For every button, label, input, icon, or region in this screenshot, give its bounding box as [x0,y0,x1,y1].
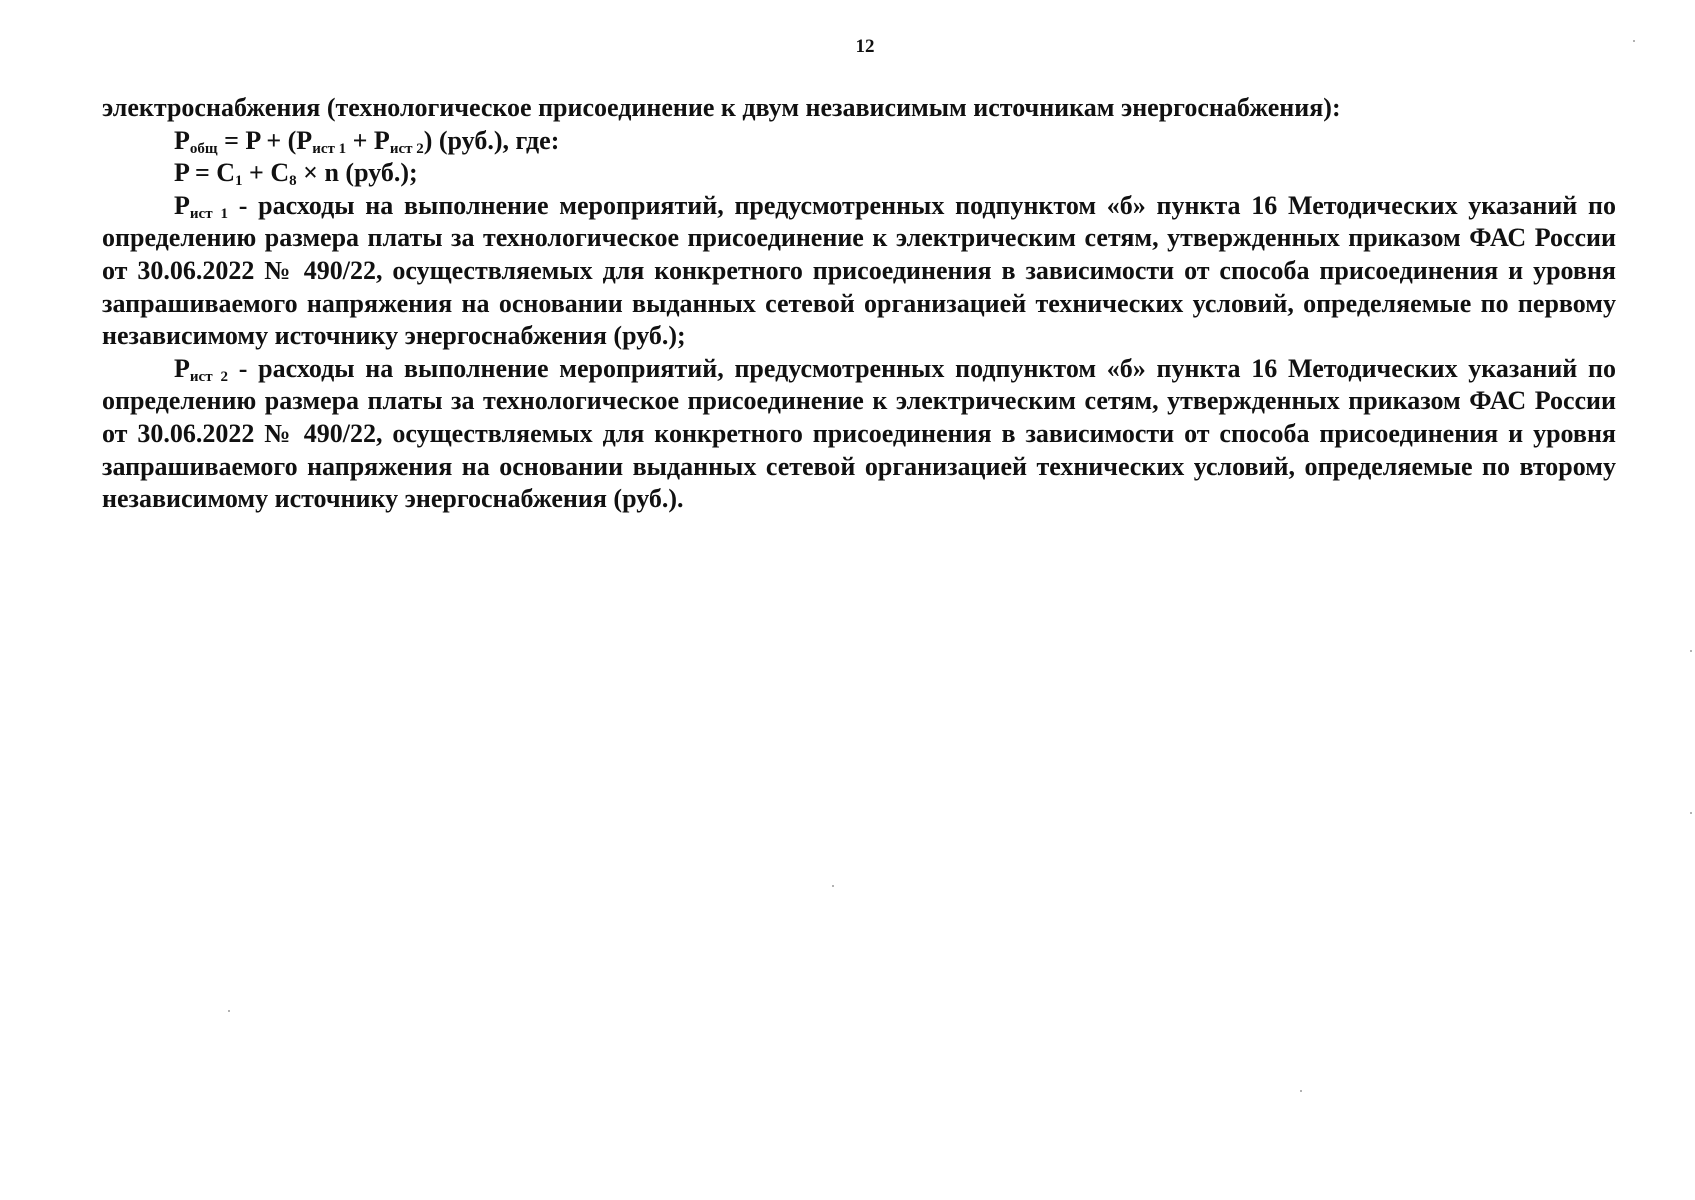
scan-speck [1633,40,1635,42]
formula-total-eq: = P + (P [217,125,313,155]
scan-speck [228,1010,230,1012]
formula-total-lhs-sub: общ [189,140,218,157]
formula-total-sub1: ист 1 [312,140,347,157]
formula-p-lhs: P = C [174,158,236,188]
intro-line: электроснабжения (технологическое присоединение к двум независимым источникам энергоснабжения): [102,93,1341,122]
paragraph-2-symbol-sub: ист 2 [189,368,229,385]
paragraph-1-text: - расходы на выполнение мероприятий, предусмотренных подпунктом «б» пункта 16 Методических указаний по определению размера платы за технологическое присоединение к электрическим сетям, утвержденных приказом ФАС России от 30.06.2022 № 490/22, осуществляемых для конкретного присоединения в зависимости от способа присоединения и уровня запрашиваемого напряжения на основании выданных сетевой организацией технических условий, определяемые по первому независимому источнику энергоснабжения (руб.); [102,190,1616,351]
formula-total-plus: + P [346,125,390,155]
paragraph-2-text: - расходы на выполнение мероприятий, предусмотренных подпунктом «б» пункта 16 Методических указаний по определению размера платы за технологическое присоединение к электрическим сетям, утвержденных приказом ФАС России от 30.06.2022 № 490/22, осуществляемых для конкретного присоединения в зависимости от способа присоединения и уровня запрашиваемого напряжения на основании выданных сетевой организацией технических условий, определяемые по второму независимому источнику энергоснабжения (руб.). [102,353,1616,514]
formula-total-sub2: ист 2 [389,140,424,157]
formula-total-lhs: P [174,125,190,155]
formula-p [102,157,1616,190]
scan-speck [1690,812,1692,814]
formula-p-mid: + C [242,158,290,188]
paragraph-1-symbol-sub: ист 1 [189,205,229,222]
scan-speck [1690,650,1692,652]
formula-p-sub-c8: 8 [289,173,297,190]
formula-p-sub-c1: 1 [235,173,243,190]
document-body [102,92,1616,516]
paragraph-1-symbol: P [174,190,190,220]
paragraph-2-symbol: P [174,353,190,383]
page-number: 12 [855,36,875,57]
paragraph-source-2 [102,353,1616,516]
paragraph-source-1 [102,190,1616,353]
formula-p-tail: × n (руб.); [296,158,418,188]
scan-speck [1300,1090,1302,1092]
scan-speck [832,885,834,887]
formula-total-tail: ) (руб.), где: [423,125,560,155]
formula-total [102,125,1616,158]
